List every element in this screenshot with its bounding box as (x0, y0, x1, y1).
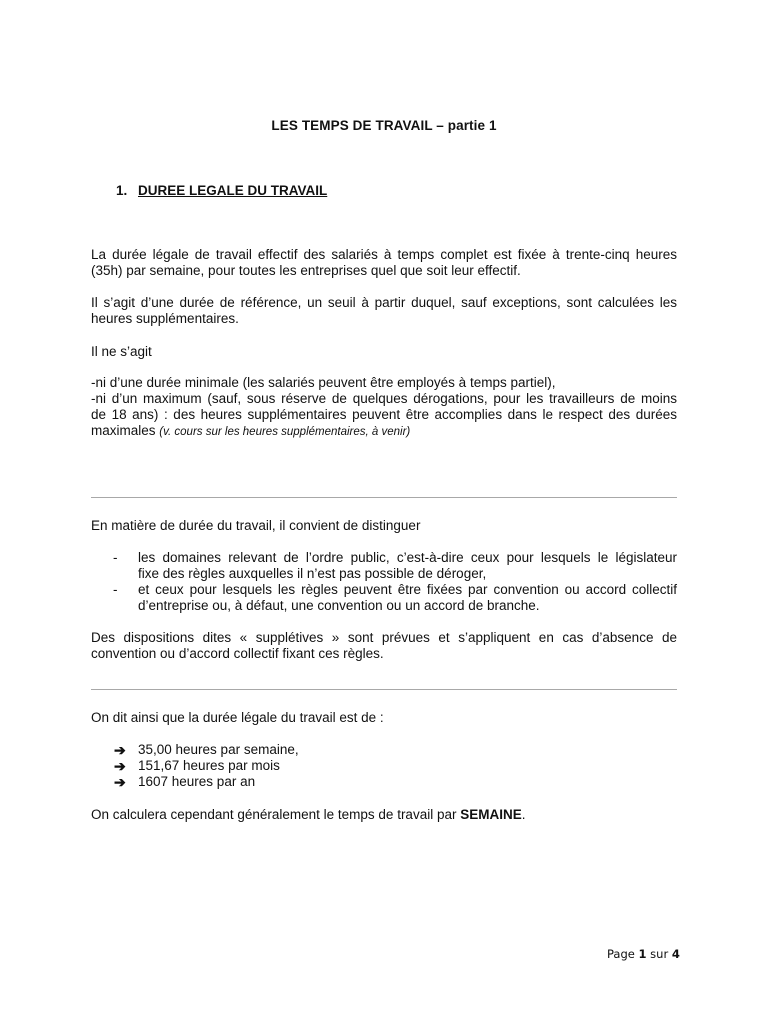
paragraph-line: -ni d’un maximum (sauf, sous réserve de quelques dérogations, pour les travailleurs de moins (91, 391, 677, 406)
paragraph-conclusion (91, 807, 677, 823)
right-arrow-icon: ➔ (114, 774, 126, 790)
list-item-text: d’entreprise ou, à défaut, une convention ou un accord de branche. (138, 598, 540, 613)
list-dash: - (113, 582, 118, 597)
dash-list (113, 550, 677, 614)
paragraph-neither (91, 375, 677, 440)
list-item (114, 758, 299, 774)
section-title: DUREE LEGALE DU TRAVAIL (138, 183, 328, 198)
list-item (114, 774, 299, 790)
paragraph-line: -ni d’une durée minimale (les salariés peuvent être employés à temps partiel), (91, 375, 556, 390)
course-note: (v. cours sur les heures supplémentaires, à venir) (159, 426, 411, 438)
list-item-text: 35,00 heures par semaine, (138, 742, 299, 757)
footer-total-pages: 4 (671, 947, 680, 961)
footer-page-word: Page (607, 947, 635, 961)
list-item-text: fixe des règles auxquelles il n’est pas possible de déroger, (138, 566, 487, 581)
document-title: LES TEMPS DE TRAVAIL – partie 1 (271, 118, 497, 133)
list-item-text: les domaines relevant de l’ordre public, c’est-à-dire ceux pour lesquels le législateur (138, 550, 677, 565)
paragraph-line: La durée légale de travail effectif des salariés à temps complet est fixée à trente-cinq heures (91, 247, 677, 262)
section-heading (116, 183, 327, 198)
divider (91, 689, 677, 690)
footer-of-word: sur (650, 947, 669, 961)
conclusion-text: On calculera cependant généralement le temps de travail par (91, 807, 457, 822)
conclusion-period: . (521, 807, 526, 822)
list-item (113, 582, 677, 614)
paragraph-legal-duration (91, 247, 677, 279)
section-number: 1. (116, 183, 128, 198)
paragraph-suppletive (91, 630, 677, 662)
footer-current-page: 1 (638, 947, 647, 961)
list-item-text: 1607 heures par an (138, 774, 256, 789)
paragraph-line: Des dispositions dites « supplétives » sont prévues et s’appliquent en cas d’absence de (91, 630, 677, 645)
right-arrow-icon: ➔ (114, 742, 126, 758)
list-item-text: 151,67 heures par mois (138, 758, 280, 773)
list-item (113, 550, 677, 582)
right-arrow-icon: ➔ (114, 758, 126, 774)
paragraph-line: Il s’agit d’une durée de référence, un seuil à partir duquel, sauf exceptions, sont calculées les (91, 295, 677, 310)
list-dash: - (113, 550, 118, 565)
paragraph-line: convention ou d’accord collectif fixant ces règles. (91, 646, 384, 661)
paragraph-not: Il ne s’agit (91, 344, 152, 359)
paragraph-text: maximales (91, 423, 156, 438)
list-item (114, 742, 299, 758)
paragraph-line: de 18 ans) : des heures supplémentaires peuvent être accomplies dans le respect des durées (91, 407, 677, 422)
page-footer (607, 947, 680, 961)
arrow-list (114, 742, 299, 790)
conclusion-emphasis: SEMAINE (460, 807, 522, 822)
paragraph-line: (35h) par semaine, pour toutes les entreprises quel que soit leur effectif. (91, 263, 521, 278)
paragraph-line: heures supplémentaires. (91, 311, 239, 326)
paragraph-legal-intro: On dit ainsi que la durée légale du travail est de : (91, 710, 384, 725)
list-item-text: et ceux pour lesquels les règles peuvent être fixées par convention ou accord collectif (138, 582, 677, 597)
paragraph-reference (91, 295, 677, 327)
paragraph-distinguish: En matière de durée du travail, il convient de distinguer (91, 518, 421, 533)
paragraph-line (91, 423, 677, 440)
divider (91, 497, 677, 498)
